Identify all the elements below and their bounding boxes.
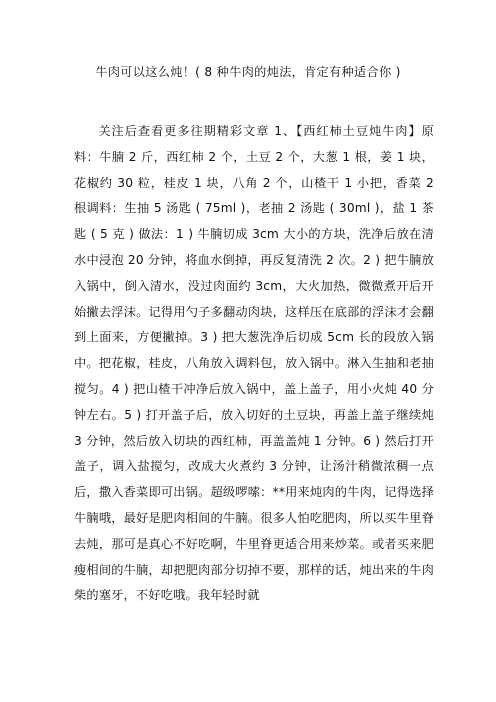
- body-paragraph: 关注后查看更多往期精彩文章 1、【西红柿土豆炖牛肉】原料：牛腩 2 斤，西红柿 2 个，土豆 2 个，大葱 1 根，姜 1 块，花椒约 30 粒，桂皮 1 块，八角 2 个，山楂干 1 小把，香菜 2 根调料：生抽 5 汤匙 ( 75ml )，老抽 2 汤匙 ( 30ml )，盐 1 茶匙 ( 5 克 ) 做法：1 ) 牛腩切成 3cm 大小的方块，洗净后放在清水中浸泡 20 分钟，将血水倒掉，再反复清洗 2 次。2 ) 把牛腩放入锅中，倒入清水，没过肉面约 3cm，大火加热，微微煮开后开始撇去浮沫。记得用勺子多翻动肉块，这样压在底部的浮沫才会翻到上面来，方便撇掉。3 ) 把大葱洗净后切成 5cm 长的段放入锅中。把花椒，桂皮，八角放入调料包，放入锅中。淋入生抽和老抽搅匀。4 ) 把山楂干冲净后放入锅中，盖上盖子，用小火炖 40 分钟左右。5 ) 打开盖子后，放入切好的土豆块，再盖上盖子继续炖 3 分钟，然后放入切块的西红柿，再盖盖炖 1 分钟。6 ) 然后打开盖子，调入盐搅匀，改成大火煮约 3 分钟，让汤汁稍微浓稠一点后，撒入香菜即可出锅。超级啰嗦：**用来炖肉的牛肉，记得选择牛腩哦，最好是肥肉相间的牛腩。很多人怕吃肥肉，所以买牛里脊去炖，那可是真心不好吃啊，牛里脊更适合用来炒菜。或者买来肥瘦相间的牛腩，却把肥肉部分切掉不要，那样的话，炖出来的牛肉柴的塞牙，不好吃哦。我年轻时就: [74, 124, 434, 603]
- document-title: 牛肉可以这么炖！( 8 种牛肉的炖法，肯定有种适合你 ): [95, 65, 401, 79]
